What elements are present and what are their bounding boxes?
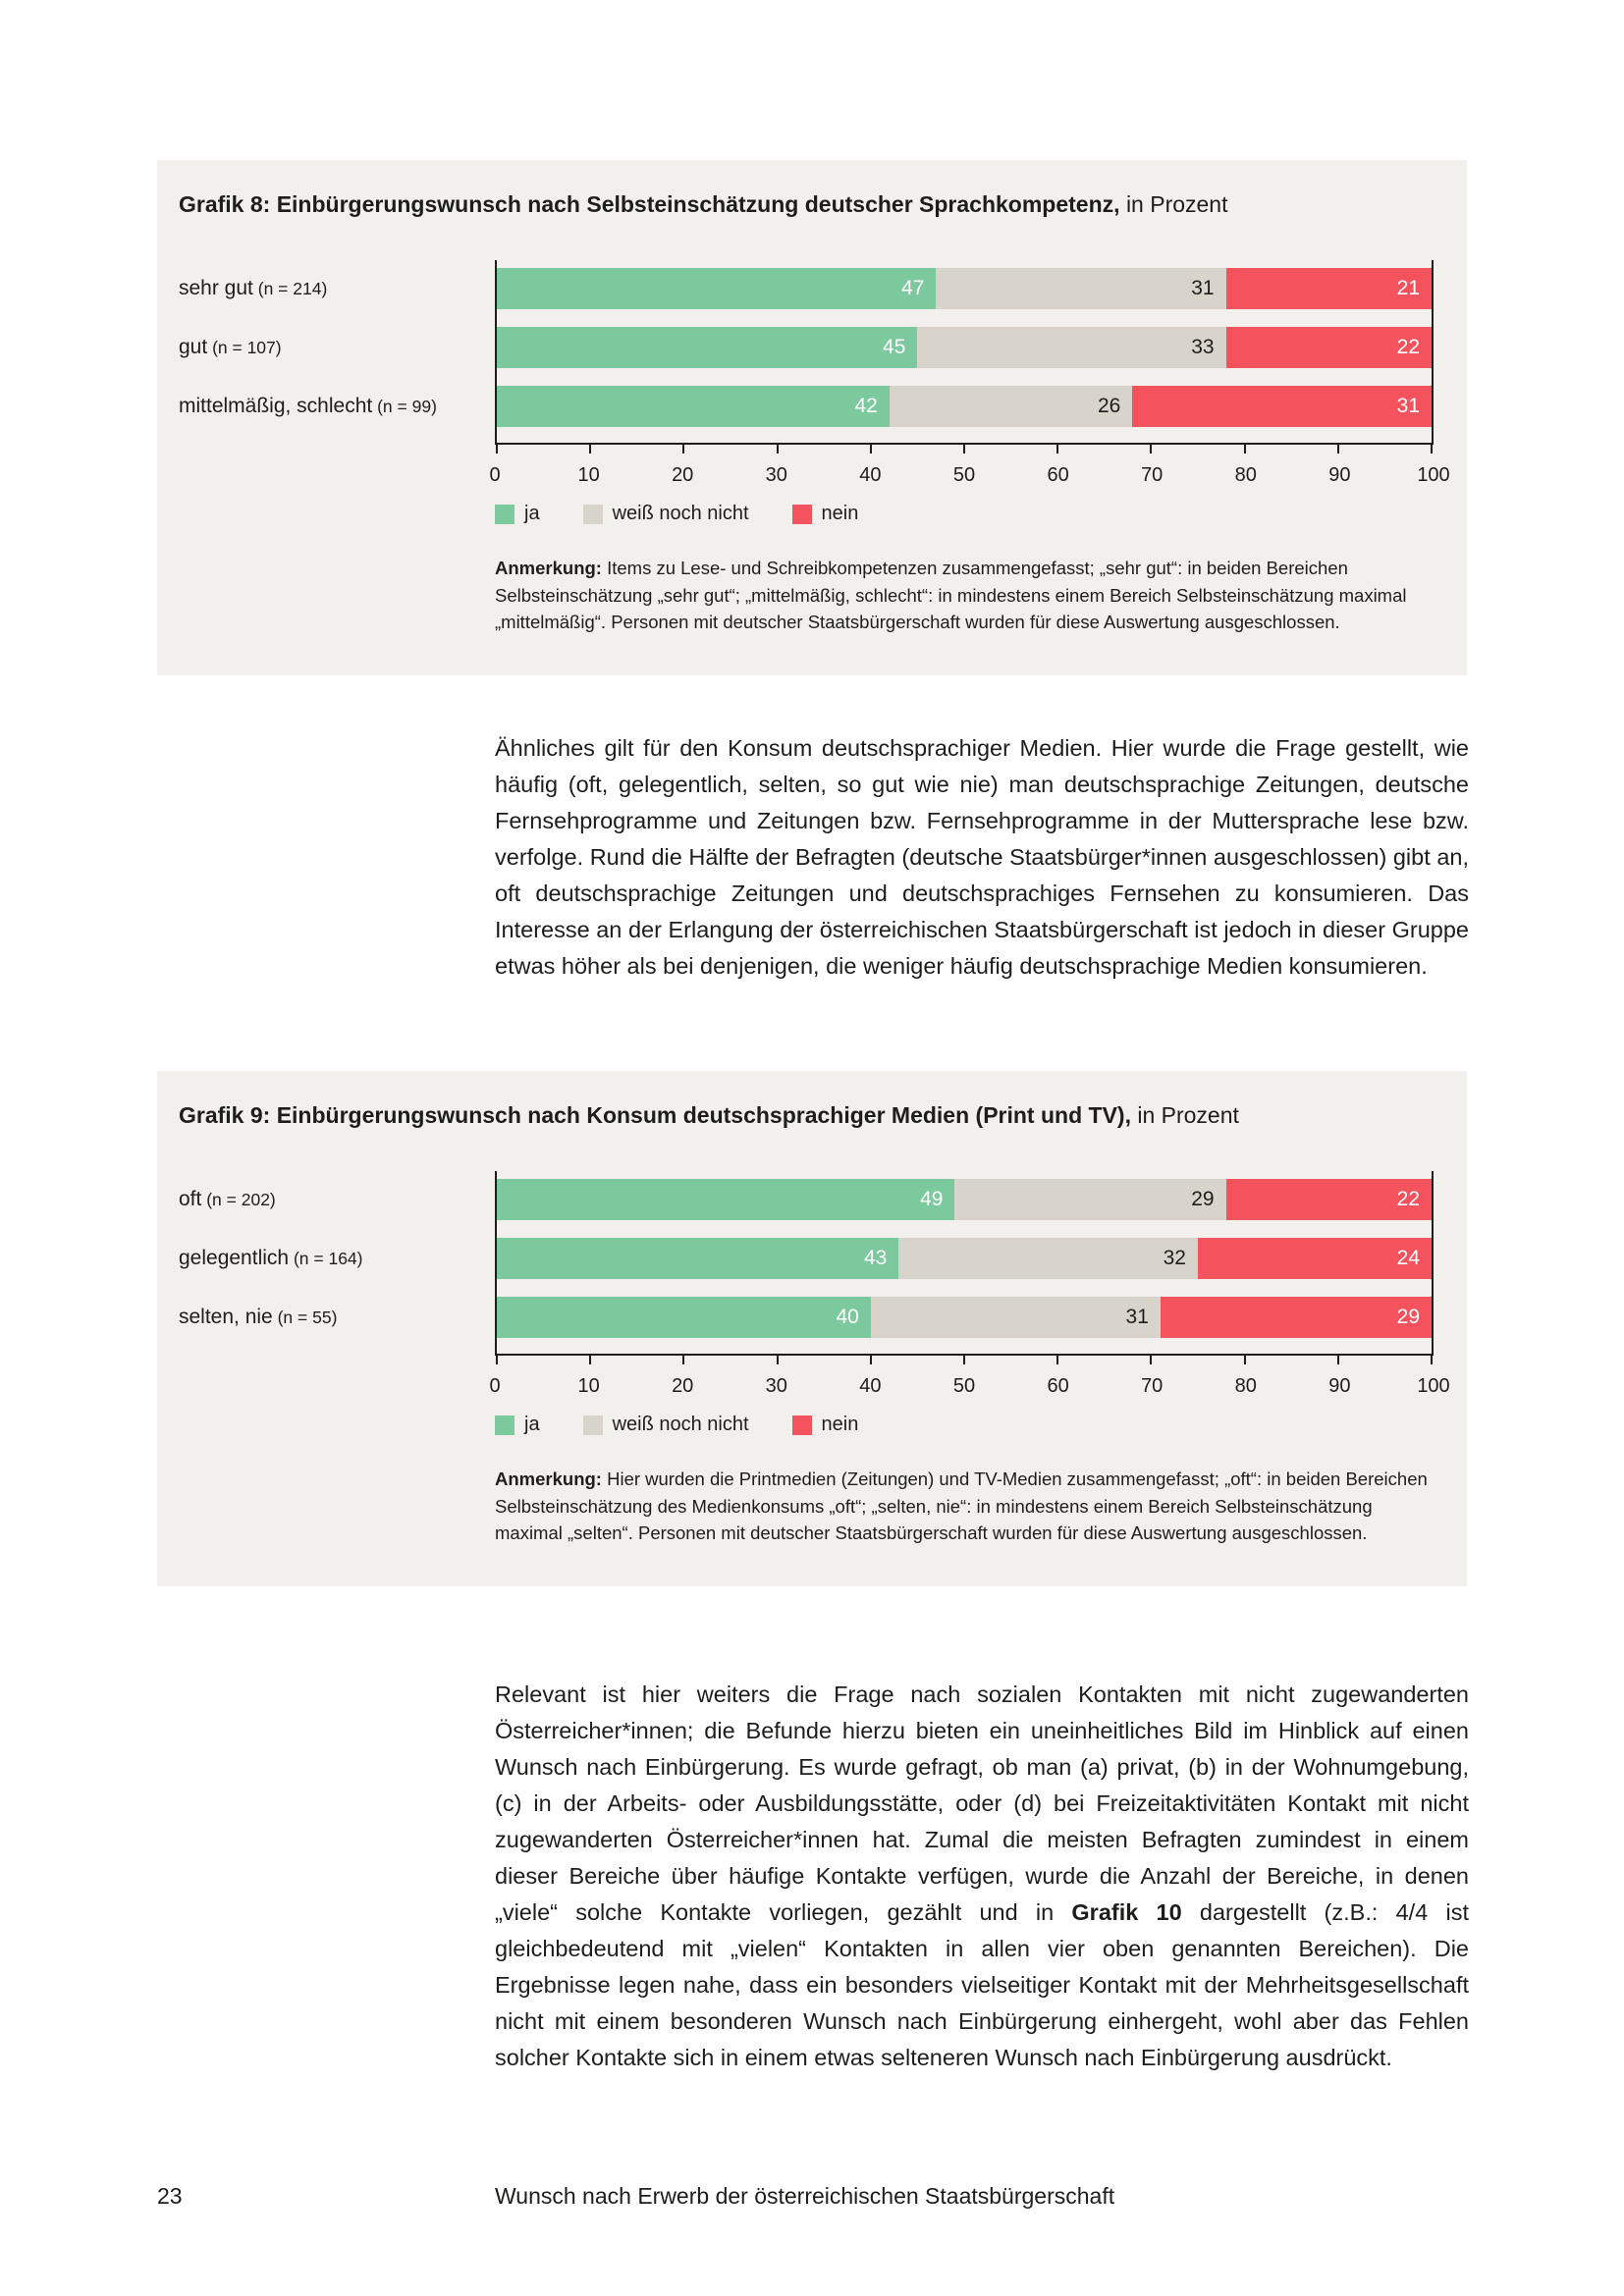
- bar-value-label: 31: [1191, 277, 1215, 299]
- axis-tick: [1431, 443, 1433, 454]
- bar-segment-ja: [497, 386, 890, 427]
- bar-value-label: 22: [1396, 336, 1420, 358]
- category-name: selten, nie: [179, 1306, 273, 1328]
- legend-item: [495, 1414, 540, 1436]
- bar-row: [497, 268, 1432, 309]
- page-footer: [157, 2183, 1467, 2210]
- chart-legend: [495, 503, 1434, 525]
- paragraph-2: Relevant ist hier weiters die Frage nach sozialen Kontakten mit nicht zugewanderten Österreicher*innen; die Befunde hierzu bieten ein uneinheitliches Bild im Hinblick auf einen Wunsch nach Einbürgerung. Es wurde gefragt, ob man (a) privat, (b) in der Wohnumgebung, (c) in der Arbeits- oder Ausbildungsstätte, oder (d) bei Freizeitaktivitäten Kontakt mit nicht zugewanderten Österreicher*innen hat. Zumal die meisten Befragten zumindest in einem dieser Bereiche über häufige Kontakte verfügen, wurde die Anzahl der Bereiche, in denen „viele“ solche Kontakte vorliegen, gezählt und in Grafik 10 dargestellt (z.B.: 4/4 ist gleichbedeutend mit „vielen“ Kontakten in allen vier oben genannten Bereichen). Die Ergebnisse legen nahe, dass ein besonders vielseitiger Kontakt mit der Mehrheitsgesellschaft nicht mit einem besonderen Wunsch nach Einbürgerung einhergeht, wohl aber das Fehlen solcher Kontakte sich in einem etwas selteneren Wunsch nach Einbürgerung ausdrückt.: [495, 1682, 1469, 2070]
- bar-value-label: 40: [836, 1306, 859, 1328]
- axis-tick-label: 40: [859, 464, 882, 486]
- note-text: Items zu Lese- und Schreibkompetenzen zusammengefasst; „sehr gut“: in beiden Bereichen Selbsteinschätzung „sehr gut“; „mittelmäßig, schlecht“: in mindestens einem Bereich Selbsteinschätzung maximal „mittelmäßig“. Personen mit deutscher Staatsbürgerschaft wurden für diese Auswertung ausgeschlossen.: [495, 558, 1407, 632]
- category-label: [179, 327, 495, 368]
- axis-tick-label: 70: [1141, 1375, 1164, 1397]
- grafik-8-section: [157, 160, 1467, 675]
- axis-tick-label: 60: [1047, 464, 1069, 486]
- grafik-9-section: [157, 1071, 1467, 1586]
- axis-tick: [682, 1354, 684, 1364]
- legend-swatch: [792, 1415, 812, 1435]
- axis-tick: [1150, 443, 1152, 454]
- axis-tick-label: 100: [1417, 464, 1450, 486]
- category-name: gut: [179, 336, 208, 358]
- bar-row: [497, 327, 1432, 368]
- legend-item: [583, 1414, 749, 1436]
- axis-tick: [1056, 443, 1058, 454]
- category-label: [179, 1238, 495, 1279]
- legend-swatch: [583, 505, 603, 524]
- bar-segment-nein: [1226, 268, 1432, 309]
- grafik-9-bar-chart: [179, 1171, 1450, 1436]
- legend-label: weiß noch nicht: [612, 503, 749, 524]
- axis-tick: [1150, 1354, 1152, 1364]
- category-labels: [179, 1171, 495, 1356]
- bar-value-label: 26: [1097, 395, 1121, 417]
- category-n-count: (n = 107): [207, 337, 282, 357]
- grafik-9-title: [179, 1100, 1434, 1130]
- bar-value-label: 49: [920, 1188, 944, 1210]
- note-label: Anmerkung:: [495, 1468, 602, 1489]
- bar-segment-wei-noch-nicht: [898, 1238, 1198, 1279]
- axis-tick-label: 20: [672, 1375, 694, 1397]
- bar-value-label: 31: [1125, 1306, 1149, 1328]
- category-n-count: (n = 164): [289, 1248, 363, 1268]
- bar-segment-nein: [1226, 327, 1432, 368]
- axis-labels: [489, 455, 1450, 489]
- axis-tick-label: 50: [952, 1375, 976, 1397]
- bar-value-label: 22: [1396, 1188, 1420, 1210]
- bar-segment-nein: [1198, 1238, 1432, 1279]
- bar-value-label: 24: [1396, 1247, 1420, 1269]
- axis-tick-label: 80: [1234, 464, 1257, 486]
- axis-tick: [1244, 443, 1246, 454]
- legend-label: ja: [524, 503, 540, 524]
- bar-value-label: 21: [1396, 277, 1420, 299]
- axis-tick: [963, 443, 965, 454]
- category-n-count: (n = 202): [201, 1189, 276, 1209]
- bar-segment-wei-noch-nicht: [936, 268, 1225, 309]
- bar-segment-nein: [1161, 1297, 1432, 1338]
- grafik-8-bar-chart: [179, 260, 1450, 525]
- axis-tick: [1337, 443, 1339, 454]
- chart-title-suffix: in Prozent: [1125, 191, 1228, 217]
- legend-item: [792, 1414, 859, 1436]
- inline-bold-reference: Grafik 10: [1071, 1899, 1182, 1925]
- axis-tick-label: 90: [1328, 464, 1351, 486]
- category-name: gelegentlich: [179, 1247, 290, 1269]
- legend-swatch: [495, 1415, 514, 1435]
- axis-tick: [963, 1354, 965, 1364]
- chart-note: [495, 1466, 1434, 1547]
- axis-tick: [777, 1354, 779, 1364]
- bar-segment-ja: [497, 327, 917, 368]
- bars: [497, 1179, 1432, 1338]
- axis-tick-label: 30: [765, 464, 787, 486]
- category-name: sehr gut: [179, 277, 253, 299]
- axis-tick-label: 30: [765, 1375, 787, 1397]
- axis-tick: [1431, 1354, 1433, 1364]
- bar-value-label: 31: [1396, 395, 1420, 417]
- bar-segment-ja: [497, 1238, 898, 1279]
- bar-row: [497, 1297, 1432, 1338]
- axis-tick: [777, 443, 779, 454]
- bar-segment-ja: [497, 1297, 871, 1338]
- axis-tick-label: 60: [1047, 1375, 1069, 1397]
- legend-swatch: [792, 505, 812, 524]
- axis-tick: [870, 443, 872, 454]
- axis-tick: [1244, 1354, 1246, 1364]
- bar-segment-ja: [497, 268, 936, 309]
- category-n-count: (n = 214): [252, 278, 328, 298]
- axis-tick-label: 70: [1141, 464, 1164, 486]
- category-n-count: (n = 99): [372, 396, 437, 416]
- axis-tick-label: 0: [489, 464, 501, 486]
- bar-segment-wei-noch-nicht: [954, 1179, 1225, 1220]
- running-title: Wunsch nach Erwerb der österreichischen Staatsbürgerschaft: [495, 2183, 1115, 2209]
- category-label: [179, 386, 495, 427]
- axis-tick-label: 50: [952, 464, 976, 486]
- axis-tick-label: 80: [1234, 1375, 1257, 1397]
- bar-value-label: 29: [1191, 1188, 1215, 1210]
- bar-value-label: 47: [901, 277, 925, 299]
- bar-row: [497, 1179, 1432, 1220]
- category-name: mittelmäßig, schlecht: [179, 395, 373, 417]
- axis-tick: [589, 443, 591, 454]
- bar-segment-wei-noch-nicht: [871, 1297, 1161, 1338]
- bar-segment-wei-noch-nicht: [890, 386, 1133, 427]
- page-number: 23: [157, 2183, 183, 2209]
- axis-tick-label: 40: [859, 1375, 882, 1397]
- bar-segment-nein: [1226, 1179, 1432, 1220]
- chart-legend: [495, 1414, 1434, 1436]
- axis-tick: [1056, 1354, 1058, 1364]
- paragraph-1: Ähnliches gilt für den Konsum deutschsprachiger Medien. Hier wurde die Frage gestellt, wie häufig (oft, gelegentlich, selten, so gut wie nie) man deutschsprachige Zeitungen, deutsche Fernsehprogramme und Zeitungen bzw. Fernsehprogramme in der Muttersprache lese bzw. verfolge. Rund die Hälfte der Befragten (deutsche Staatsbürger*innen ausgeschlossen) gibt an, oft deutschsprachige Zeitungen und deutschsprachiges Fernsehen zu konsumieren. Das Interesse an der Erlangung der österreichischen Staatsbürgerschaft ist jedoch in dieser Gruppe etwas höher als bei denjenigen, die weniger häufig deutschsprachige Medien konsumieren.: [495, 735, 1469, 979]
- axis-tick: [870, 1354, 872, 1364]
- axis-tick-label: 90: [1328, 1375, 1351, 1397]
- axis-labels: [489, 1366, 1450, 1400]
- category-label: [179, 1297, 495, 1338]
- chart-note: [495, 555, 1434, 636]
- category-label: [179, 1179, 495, 1220]
- bar-row: [497, 386, 1432, 427]
- plot-area: [495, 1171, 1434, 1356]
- bar-value-label: 43: [864, 1247, 888, 1269]
- bar-value-label: 45: [883, 336, 906, 358]
- legend-swatch: [583, 1415, 603, 1435]
- chart-title-bold: Grafik 8: Einbürgerungswunsch nach Selbsteinschätzung deutscher Sprachkompetenz,: [179, 191, 1120, 217]
- legend-item: [792, 503, 859, 525]
- bar-segment-nein: [1132, 386, 1432, 427]
- bar-value-label: 32: [1163, 1247, 1186, 1269]
- chart-body: [179, 1171, 1434, 1356]
- axis-tick: [682, 443, 684, 454]
- chart-body: [179, 260, 1434, 445]
- plot-area: [495, 260, 1434, 445]
- axis-tick: [496, 443, 498, 454]
- legend-label: nein: [821, 503, 859, 524]
- chart-title-suffix: in Prozent: [1137, 1102, 1239, 1128]
- bars: [497, 268, 1432, 427]
- legend-label: ja: [524, 1414, 540, 1435]
- grafik-8-title: [179, 189, 1434, 219]
- legend-label: nein: [821, 1414, 859, 1435]
- bar-row: [497, 1238, 1432, 1279]
- bar-segment-ja: [497, 1179, 954, 1220]
- bar-value-label: 42: [854, 395, 878, 417]
- note-text: Hier wurden die Printmedien (Zeitungen) und TV-Medien zusammengefasst; „oft“: in beiden Bereichen Selbsteinschätzung des Medienkonsums „oft“; „selten, nie“: in mindestens einem Bereich Selbsteinschätzung maximal „selten“. Personen mit deutscher Staatsbürgerschaft wurden für diese Auswertung ausgeschlossen.: [495, 1468, 1428, 1543]
- chart-title-bold: Grafik 9: Einbürgerungswunsch nach Konsum deutschsprachiger Medien (Print und TV),: [179, 1102, 1131, 1128]
- bar-segment-wei-noch-nicht: [917, 327, 1225, 368]
- note-label: Anmerkung:: [495, 558, 602, 578]
- legend-item: [495, 503, 540, 525]
- axis-tick-label: 0: [489, 1375, 501, 1397]
- axis-tick: [1337, 1354, 1339, 1364]
- axis-tick-label: 20: [672, 464, 694, 486]
- category-label: [179, 268, 495, 309]
- legend-label: weiß noch nicht: [612, 1414, 749, 1435]
- axis-tick: [589, 1354, 591, 1364]
- axis-tick-label: 10: [577, 464, 600, 486]
- legend-swatch: [495, 505, 514, 524]
- legend-item: [583, 503, 749, 525]
- category-labels: [179, 260, 495, 445]
- axis-tick-label: 10: [577, 1375, 600, 1397]
- axis-tick-label: 100: [1417, 1375, 1450, 1397]
- category-n-count: (n = 55): [272, 1307, 338, 1327]
- bar-value-label: 33: [1191, 336, 1215, 358]
- axis-tick: [496, 1354, 498, 1364]
- bar-value-label: 29: [1396, 1306, 1420, 1328]
- category-name: oft: [179, 1188, 202, 1210]
